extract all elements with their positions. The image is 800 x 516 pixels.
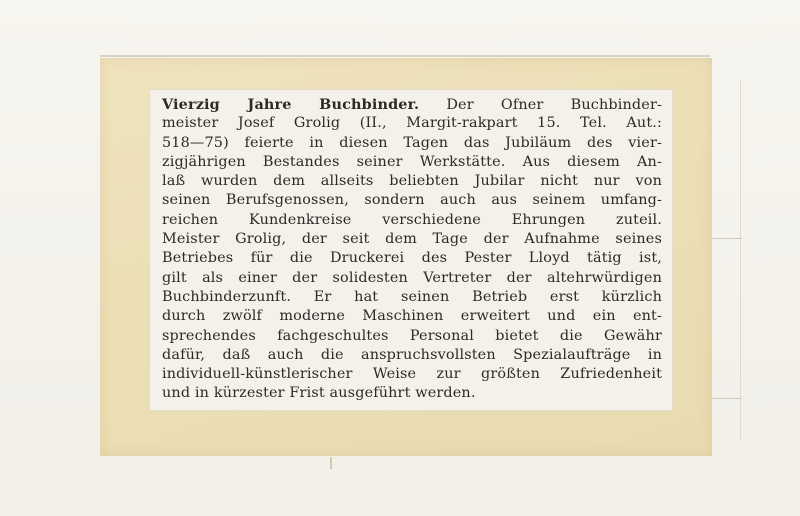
- mount-tick: [712, 238, 742, 239]
- mount-tick: [712, 398, 742, 399]
- article-line: sprechendes fachgeschultes Personal bietet die Gewähr: [162, 327, 662, 344]
- article-line: individuell-künstlerischer Weise zur größten Zufriedenheit: [162, 366, 662, 383]
- article-line: laß wurden dem allseits beliebten Jubilar nicht nur von: [162, 173, 662, 190]
- article-headline: Vierzig Jahre Buchbinder.: [162, 96, 420, 113]
- article-line-first: [162, 95, 662, 114]
- article-line: durch zwölf moderne Maschinen erweitert und ein ent-: [162, 308, 662, 325]
- article-line: Der Ofner Buchbinder-: [419, 97, 662, 113]
- mount-edge-top: [100, 55, 710, 57]
- article-line: dafür, daß auch die anspruchsvollsten Spezialaufträge in: [162, 346, 662, 363]
- article-line: meister Josef Grolig (II., Margit-rakpart 15. Tel. Aut.:: [162, 115, 662, 132]
- article-line: reichen Kundenkreise verschiedene Ehrungen zuteil.: [162, 211, 662, 228]
- article-line: gilt als einer der solidesten Vertreter der altehrwürdigen: [162, 269, 662, 286]
- article-line: 518—75) feierte in diesen Tagen das Jubiläum des vier-: [162, 134, 662, 151]
- article-line: seinen Berufsgenossen, sondern auch aus seinem umfang-: [162, 192, 662, 209]
- article-line: Meister Grolig, der seit dem Tage der Aufnahme seines: [162, 231, 662, 248]
- article-line: Betriebes für die Druckerei des Pester Lloyd tätig ist,: [162, 250, 662, 267]
- article-text: [162, 95, 662, 404]
- mount-edge-right: [740, 80, 741, 440]
- article-line: zigjährigen Bestandes seiner Werkstätte. Aus diesem An-: [162, 153, 662, 170]
- mount-mark: [330, 457, 332, 469]
- article-line: und in kürzester Frist ausgeführt werden.: [162, 385, 476, 402]
- article-line: Buchbinderzunft. Er hat seinen Betrieb erst kürzlich: [162, 288, 662, 305]
